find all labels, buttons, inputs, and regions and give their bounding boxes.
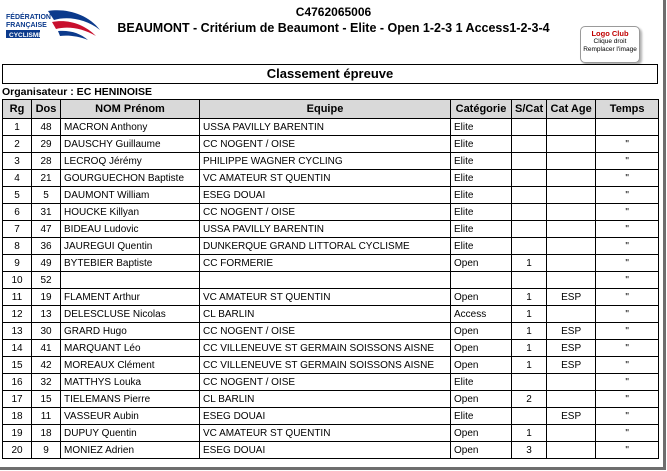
col-header-scat: S/Cat xyxy=(512,100,547,119)
cell-temps: " xyxy=(596,357,659,374)
cell-categorie: Open xyxy=(451,340,512,357)
table-row xyxy=(3,255,659,272)
cell-temps: " xyxy=(596,442,659,459)
cell-equipe: CC NOGENT / OISE xyxy=(200,374,451,391)
cell-equipe: CC FORMERIE xyxy=(200,255,451,272)
cell-categorie: Open xyxy=(451,442,512,459)
section-title: Classement épreuve xyxy=(2,64,658,84)
cell-temps xyxy=(596,119,659,136)
cell-temps: " xyxy=(596,340,659,357)
cell-nom: FLAMENT Arthur xyxy=(61,289,200,306)
cell-nom xyxy=(61,272,200,289)
cell-rg: 5 xyxy=(3,187,32,204)
cell-rg: 6 xyxy=(3,204,32,221)
cell-nom: BIDEAU Ludovic xyxy=(61,221,200,238)
cell-catage: ESP xyxy=(547,408,596,425)
cell-catage: ESP xyxy=(547,357,596,374)
cell-scat: 1 xyxy=(512,255,547,272)
cell-dos: 36 xyxy=(32,238,61,255)
table-row xyxy=(3,119,659,136)
cell-scat xyxy=(512,204,547,221)
cell-scat: 1 xyxy=(512,340,547,357)
cell-categorie: Open xyxy=(451,323,512,340)
cell-temps: " xyxy=(596,204,659,221)
cell-equipe: DUNKERQUE GRAND LITTORAL CYCLISME xyxy=(200,238,451,255)
cell-equipe: PHILIPPE WAGNER CYCLING xyxy=(200,153,451,170)
cell-equipe: CC NOGENT / OISE xyxy=(200,136,451,153)
cell-catage xyxy=(547,204,596,221)
cell-equipe: CL BARLIN xyxy=(200,391,451,408)
cell-rg: 1 xyxy=(3,119,32,136)
cell-dos: 41 xyxy=(32,340,61,357)
cell-temps: " xyxy=(596,153,659,170)
cell-rg: 7 xyxy=(3,221,32,238)
cell-equipe: VC AMATEUR ST QUENTIN xyxy=(200,170,451,187)
cell-categorie: Elite xyxy=(451,119,512,136)
cell-dos: 42 xyxy=(32,357,61,374)
cell-nom: MARQUANT Léo xyxy=(61,340,200,357)
cell-equipe: VC AMATEUR ST QUENTIN xyxy=(200,425,451,442)
cell-categorie: Open xyxy=(451,255,512,272)
cell-categorie: Open xyxy=(451,289,512,306)
cell-nom: HOUCKE Killyan xyxy=(61,204,200,221)
cell-temps: " xyxy=(596,391,659,408)
cell-catage: ESP xyxy=(547,323,596,340)
cell-rg: 4 xyxy=(3,170,32,187)
cell-scat xyxy=(512,238,547,255)
table-row xyxy=(3,374,659,391)
cell-nom: DAUMONT William xyxy=(61,187,200,204)
table-row xyxy=(3,357,659,374)
cell-categorie: Open xyxy=(451,357,512,374)
cell-temps: " xyxy=(596,272,659,289)
cell-dos: 11 xyxy=(32,408,61,425)
cell-temps: " xyxy=(596,136,659,153)
table-row xyxy=(3,323,659,340)
cell-equipe: CL BARLIN xyxy=(200,306,451,323)
cell-categorie: Elite xyxy=(451,221,512,238)
logo-line-2: FRANÇAISE xyxy=(6,22,47,29)
table-row xyxy=(3,238,659,255)
table-row xyxy=(3,170,659,187)
cell-equipe: USSA PAVILLY BARENTIN xyxy=(200,221,451,238)
col-header-temps: Temps xyxy=(596,100,659,119)
cell-categorie: Open xyxy=(451,391,512,408)
cell-temps: " xyxy=(596,289,659,306)
cell-scat xyxy=(512,187,547,204)
cell-dos: 30 xyxy=(32,323,61,340)
cell-rg: 15 xyxy=(3,357,32,374)
cell-catage xyxy=(547,306,596,323)
cell-nom: DAUSCHY Guillaume xyxy=(61,136,200,153)
cell-categorie: Access xyxy=(451,306,512,323)
cell-nom: JAUREGUI Quentin xyxy=(61,238,200,255)
table-row xyxy=(3,306,659,323)
cell-dos: 5 xyxy=(32,187,61,204)
cell-nom: MACRON Anthony xyxy=(61,119,200,136)
cell-rg: 2 xyxy=(3,136,32,153)
table-row xyxy=(3,221,659,238)
col-header-equipe: Equipe xyxy=(200,100,451,119)
table-row xyxy=(3,136,659,153)
cell-nom: BYTEBIER Baptiste xyxy=(61,255,200,272)
cell-catage xyxy=(547,425,596,442)
cell-scat xyxy=(512,119,547,136)
cell-temps: " xyxy=(596,408,659,425)
cell-scat xyxy=(512,408,547,425)
cell-equipe: CC NOGENT / OISE xyxy=(200,323,451,340)
cell-temps: " xyxy=(596,187,659,204)
cell-catage xyxy=(547,153,596,170)
cell-categorie: Elite xyxy=(451,204,512,221)
cell-temps: " xyxy=(596,221,659,238)
cell-categorie: Open xyxy=(451,425,512,442)
cell-nom: LECROQ Jérémy xyxy=(61,153,200,170)
cell-equipe: CC VILLENEUVE ST GERMAIN SOISSONS AISNE xyxy=(200,357,451,374)
cell-scat: 3 xyxy=(512,442,547,459)
cell-temps: " xyxy=(596,323,659,340)
cell-rg: 14 xyxy=(3,340,32,357)
cell-rg: 13 xyxy=(3,323,32,340)
logo-line-3: CYCLISME xyxy=(9,32,43,39)
cell-categorie: Elite xyxy=(451,153,512,170)
cell-catage xyxy=(547,391,596,408)
cell-rg: 16 xyxy=(3,374,32,391)
cell-rg: 18 xyxy=(3,408,32,425)
table-row xyxy=(3,204,659,221)
cell-dos: 47 xyxy=(32,221,61,238)
cell-catage xyxy=(547,221,596,238)
cell-dos: 52 xyxy=(32,272,61,289)
table-row xyxy=(3,425,659,442)
cell-catage xyxy=(547,136,596,153)
cell-rg: 8 xyxy=(3,238,32,255)
cell-catage xyxy=(547,374,596,391)
cell-dos: 19 xyxy=(32,289,61,306)
cell-categorie: Elite xyxy=(451,170,512,187)
col-header-rg: Rg xyxy=(3,100,32,119)
table-row xyxy=(3,408,659,425)
cell-temps: " xyxy=(596,170,659,187)
cell-equipe: ESEG DOUAI xyxy=(200,442,451,459)
cell-dos: 9 xyxy=(32,442,61,459)
cell-scat xyxy=(512,153,547,170)
cell-equipe: CC VILLENEUVE ST GERMAIN SOISSONS AISNE xyxy=(200,340,451,357)
cell-equipe: USSA PAVILLY BARENTIN xyxy=(200,119,451,136)
table-row xyxy=(3,272,659,289)
results-table xyxy=(2,99,659,459)
cell-equipe: VC AMATEUR ST QUENTIN xyxy=(200,289,451,306)
cell-rg: 17 xyxy=(3,391,32,408)
cell-scat xyxy=(512,374,547,391)
table-row xyxy=(3,340,659,357)
cell-scat: 1 xyxy=(512,289,547,306)
table-header-row xyxy=(3,100,659,119)
cell-catage: ESP xyxy=(547,289,596,306)
logo-club-title: Logo Club xyxy=(591,29,629,38)
logo-club-line2: Remplacer l'image xyxy=(583,46,637,53)
cell-catage xyxy=(547,238,596,255)
cell-equipe: ESEG DOUAI xyxy=(200,408,451,425)
logo-club-line1: Clique droit xyxy=(593,38,627,45)
race-code: C4762065006 xyxy=(295,5,372,19)
cell-nom: MONIEZ Adrien xyxy=(61,442,200,459)
cell-rg: 11 xyxy=(3,289,32,306)
cell-dos: 49 xyxy=(32,255,61,272)
cell-equipe: CC NOGENT / OISE xyxy=(200,204,451,221)
cell-scat xyxy=(512,170,547,187)
col-header-categorie: Catégorie xyxy=(451,100,512,119)
table-row xyxy=(3,153,659,170)
cell-dos: 29 xyxy=(32,136,61,153)
cell-dos: 13 xyxy=(32,306,61,323)
cell-catage: ESP xyxy=(547,340,596,357)
cell-dos: 21 xyxy=(32,170,61,187)
cell-nom: MOREAUX Clément xyxy=(61,357,200,374)
cell-temps: " xyxy=(596,425,659,442)
cell-scat: 1 xyxy=(512,306,547,323)
cell-temps: " xyxy=(596,255,659,272)
cell-nom: DELESCLUSE Nicolas xyxy=(61,306,200,323)
cell-nom: TIELEMANS Pierre xyxy=(61,391,200,408)
cell-categorie: Elite xyxy=(451,136,512,153)
table-row xyxy=(3,391,659,408)
cell-dos: 32 xyxy=(32,374,61,391)
cell-nom: GOURGUECHON Baptiste xyxy=(61,170,200,187)
cell-scat xyxy=(512,136,547,153)
col-header-catage: Cat Age xyxy=(547,100,596,119)
cell-nom: DUPUY Quentin xyxy=(61,425,200,442)
cell-categorie: Elite xyxy=(451,238,512,255)
cell-categorie: Elite xyxy=(451,374,512,391)
cell-temps: " xyxy=(596,238,659,255)
cell-temps: " xyxy=(596,374,659,391)
cell-rg: 12 xyxy=(3,306,32,323)
cell-dos: 31 xyxy=(32,204,61,221)
cell-scat xyxy=(512,272,547,289)
col-header-dos: Dos xyxy=(32,100,61,119)
cell-dos: 15 xyxy=(32,391,61,408)
cell-catage xyxy=(547,187,596,204)
table-row xyxy=(3,289,659,306)
col-header-nom: NOM Prénom xyxy=(61,100,200,119)
table-row xyxy=(3,187,659,204)
cell-catage xyxy=(547,442,596,459)
cell-scat: 1 xyxy=(512,425,547,442)
cell-catage xyxy=(547,170,596,187)
cell-scat: 2 xyxy=(512,391,547,408)
cell-rg: 9 xyxy=(3,255,32,272)
cell-temps: " xyxy=(596,306,659,323)
cell-categorie: Elite xyxy=(451,187,512,204)
organizer: Organisateur : EC HENINOISE xyxy=(2,86,152,98)
cell-rg: 20 xyxy=(3,442,32,459)
cell-categorie: Elite xyxy=(451,408,512,425)
cell-nom: GRARD Hugo xyxy=(61,323,200,340)
race-title: BEAUMONT - Critérium de Beaumont - Elite - Open 1-2-3 1 Access1-2-3-4 xyxy=(117,21,550,35)
table-row xyxy=(3,442,659,459)
logo-club-placeholder[interactable] xyxy=(580,26,640,63)
cell-dos: 18 xyxy=(32,425,61,442)
cell-nom: MATTHYS Louka xyxy=(61,374,200,391)
cell-nom: VASSEUR Aubin xyxy=(61,408,200,425)
cell-dos: 28 xyxy=(32,153,61,170)
cell-catage xyxy=(547,272,596,289)
cell-catage xyxy=(547,119,596,136)
cell-equipe: ESEG DOUAI xyxy=(200,187,451,204)
cell-dos: 48 xyxy=(32,119,61,136)
cell-categorie xyxy=(451,272,512,289)
cell-scat: 1 xyxy=(512,357,547,374)
cell-catage xyxy=(547,255,596,272)
cell-rg: 19 xyxy=(3,425,32,442)
cell-scat: 1 xyxy=(512,323,547,340)
logo-line-1: FÉDÉRATION xyxy=(6,14,51,21)
cell-scat xyxy=(512,221,547,238)
cell-rg: 3 xyxy=(3,153,32,170)
cell-equipe xyxy=(200,272,451,289)
cell-rg: 10 xyxy=(3,272,32,289)
